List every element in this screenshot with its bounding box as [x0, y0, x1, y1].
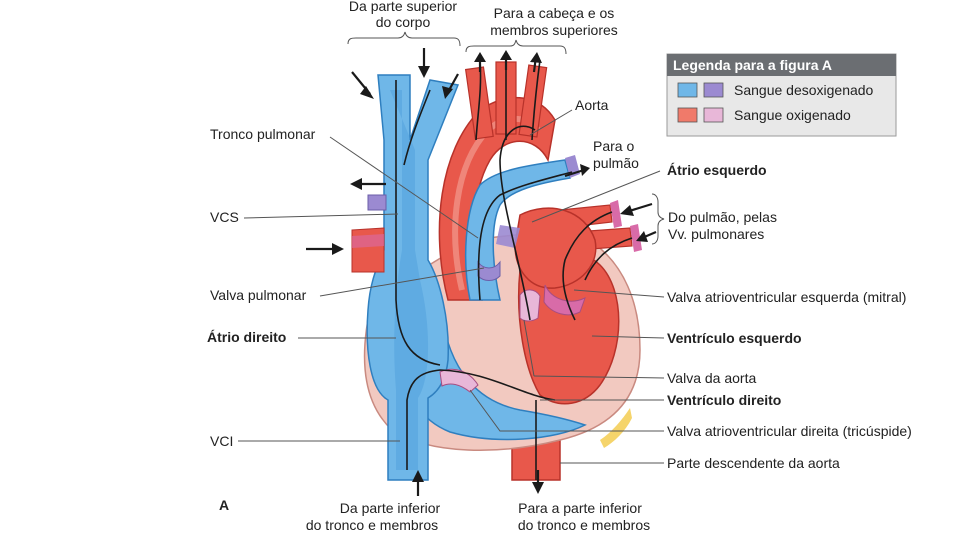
legend	[667, 54, 896, 136]
figure-letter: A	[219, 497, 230, 513]
label-from-lung-1: Do pulmão, pelas	[668, 209, 777, 225]
label-lung-to-2: pulmão	[593, 155, 639, 171]
arrow-svc-in-top	[418, 48, 430, 78]
legend-swatch-deoxy-blue	[678, 83, 697, 97]
label-vci: VCI	[210, 433, 234, 449]
label-top-head-1: Para a cabeça e os	[493, 5, 615, 21]
label-ventriculo-esquerdo: Ventrículo esquerdo	[667, 330, 802, 346]
arrow-branch-in-left	[306, 243, 344, 255]
label-bottom-inferior-2: do tronco e membros	[305, 517, 439, 533]
label-top-head-2: membros superiores	[490, 22, 618, 38]
label-top-superior-1: Da parte superior	[348, 0, 458, 14]
label-aorta: Aorta	[575, 97, 609, 113]
label-aorta-descendente: Parte descendente da aorta	[667, 455, 840, 471]
brace-superior-body	[348, 32, 460, 46]
heart-illustration	[306, 48, 656, 496]
label-valva-mitral: Valva atrioventricular esquerda (mitral)	[667, 289, 907, 305]
label-vcs: VCS	[210, 209, 239, 225]
label-valva-pulmonar: Valva pulmonar	[210, 287, 307, 303]
legend-swatch-oxy-red	[678, 108, 697, 122]
label-atrio-direito: Átrio direito	[207, 329, 287, 345]
label-bottom-to-inferior-1: Para a parte inferior	[518, 500, 642, 516]
label-from-lung-2: Vv. pulmonares	[668, 226, 765, 242]
label-tronco-pulmonar: Tronco pulmonar	[210, 126, 316, 142]
svc-left-branch	[368, 195, 386, 210]
label-ventriculo-direito: Ventrículo direito	[667, 392, 782, 408]
label-top-superior-2: do corpo	[375, 14, 431, 30]
arrow-from-lung-1	[620, 204, 652, 216]
label-valva-tricuspide: Valva atrioventricular direita (tricúspide)	[667, 423, 912, 439]
legend-swatch-deoxy-purple	[704, 83, 723, 97]
arrow-svc-in-left	[352, 72, 374, 99]
label-lung-to-1: Para o	[593, 138, 635, 154]
legend-label-deoxygenated: Sangue desoxigenado	[734, 82, 874, 98]
label-bottom-to-inferior-2: do tronco e membros	[517, 517, 651, 533]
arrow-branch-out-left	[350, 178, 386, 190]
brace-head-limbs	[466, 40, 566, 54]
label-atrio-esquerdo: Átrio esquerdo	[667, 162, 767, 178]
label-bottom-inferior-1: Da parte inferior	[339, 500, 441, 516]
legend-title: Legenda para a figura A	[673, 57, 832, 73]
label-valva-aorta: Valva da aorta	[667, 370, 757, 386]
legend-swatch-oxy-pink	[704, 108, 723, 122]
legend-label-oxygenated: Sangue oxigenado	[734, 107, 851, 123]
brace-from-lung	[652, 194, 664, 244]
